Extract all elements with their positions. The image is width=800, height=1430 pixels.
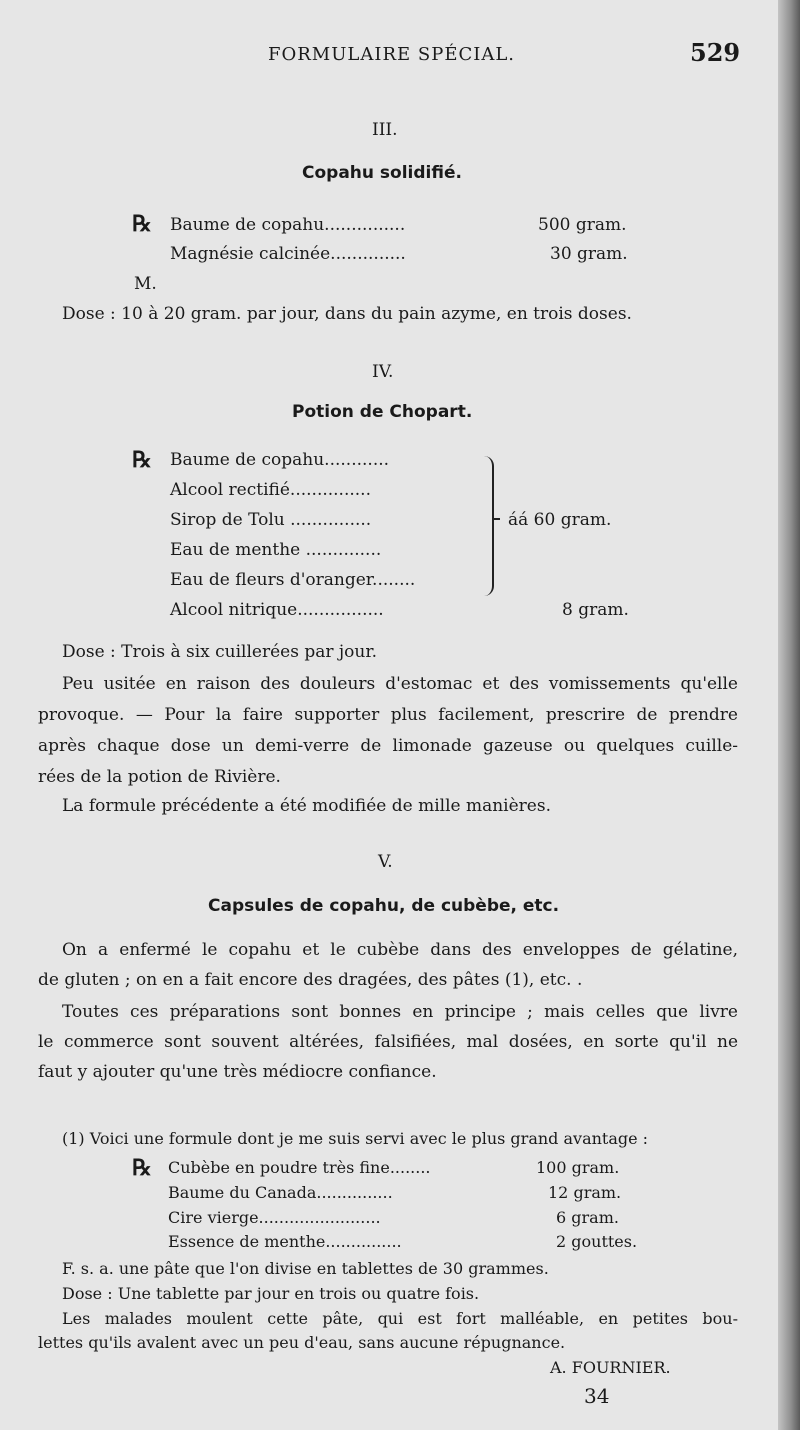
grouped-quantity: áá 60 gram. [508, 510, 612, 530]
page-number: 529 [690, 38, 741, 67]
footnote-line: Dose : Une tablette par jour en trois ou quatre fois. [62, 1284, 480, 1303]
footnote-ingredient-quantity: 12 gram. [548, 1183, 622, 1202]
section-title-potion-de-chopart: Potion de Chopart. [292, 402, 473, 422]
paragraph: La formule précédente a été modifiée de mille manières. [62, 796, 551, 816]
signature-mark: 34 [584, 1384, 610, 1408]
section-number-v: V. [378, 852, 393, 872]
paragraph-line: après chaque dose un demi-verre de limonade gazeuse ou quelques cuille- [38, 736, 738, 756]
paragraph-line: rées de la potion de Rivière. [38, 767, 281, 787]
ingredient-name: Baume de copahu............ [170, 450, 390, 470]
ingredient-quantity: 30 gram. [550, 244, 628, 264]
running-header: FORMULAIRE SPÉCIAL. [268, 44, 516, 65]
footnote-ingredient-name: Essence de menthe............... [168, 1232, 402, 1251]
footnote-intro: (1) Voici une formule dont je me suis servi avec le plus grand avantage : [62, 1129, 649, 1148]
ingredient-name: Baume de copahu............... [170, 215, 406, 235]
ingredient-name: Alcool rectifié............... [170, 480, 371, 500]
footnote-line: lettes qu'ils avalent avec un peu d'eau, sans aucune répugnance. [38, 1333, 566, 1352]
footnote-ingredient-quantity: 6 gram. [556, 1208, 619, 1227]
footnote-ingredient-quantity: 100 gram. [536, 1158, 620, 1177]
footnote-ingredient-name: Baume du Canada............... [168, 1183, 393, 1202]
section-number-iv: IV. [372, 362, 394, 382]
footnote-ingredient-name: Cubèbe en poudre très fine........ [168, 1158, 431, 1177]
footnote-ingredient-name: Cire vierge........................ [168, 1208, 381, 1227]
section-title-capsules: Capsules de copahu, de cubèbe, etc. [208, 896, 560, 916]
mix-instruction: M. [134, 274, 157, 294]
footnote-author: A. FOURNIER. [550, 1358, 671, 1377]
ingredient-quantity: 8 gram. [562, 600, 629, 620]
ingredient-quantity: 500 gram. [538, 215, 627, 235]
ingredient-name: Sirop de Tolu ............... [170, 510, 372, 530]
paragraph-line: de gluten ; on en a fait encore des dragées, des pâtes (1), etc. . [38, 970, 583, 990]
ingredient-name: Eau de fleurs d'oranger........ [170, 570, 416, 590]
paragraph-line: le commerce sont souvent altérées, falsifiées, mal dosées, en sorte qu'il ne [38, 1032, 738, 1052]
paragraph-line: Toutes ces préparations sont bonnes en principe ; mais celles que livre [62, 1002, 738, 1022]
dose-line: Dose : Trois à six cuillerées par jour. [62, 642, 378, 662]
dose-line: Dose : 10 à 20 gram. par jour, dans du pain azyme, en trois doses. [62, 304, 632, 324]
footnote-line: Les malades moulent cette pâte, qui est fort malléable, en petites bou- [62, 1309, 738, 1328]
page-edge-shadow [778, 0, 800, 1430]
recipe-symbol: ℞ [132, 447, 152, 473]
recipe-symbol: ℞ [132, 211, 152, 237]
ingredient-name: Magnésie calcinée.............. [170, 244, 406, 264]
paragraph-line: provoque. — Pour la faire supporter plus facilement, prescrire de prendre [38, 705, 738, 725]
paragraph-line: On a enfermé le copahu et le cubèbe dans des enveloppes de gélatine, [62, 940, 738, 960]
footnote-ingredient-quantity: 2 gouttes. [556, 1232, 638, 1251]
paragraph-line: faut y ajouter qu'une très médiocre confiance. [38, 1062, 437, 1082]
recipe-symbol: ℞ [132, 1155, 152, 1181]
footnote-line: F. s. a. une pâte que l'on divise en tablettes de 30 grammes. [62, 1259, 549, 1278]
ingredient-name: Eau de menthe .............. [170, 540, 382, 560]
section-number-iii: III. [372, 120, 398, 140]
section-title-copahu-solidifie: Copahu solidifié. [302, 163, 462, 183]
ingredient-name: Alcool nitrique................ [170, 600, 384, 620]
grouping-brace [478, 456, 494, 596]
paragraph-line: Peu usitée en raison des douleurs d'estomac et des vomissements qu'elle [62, 674, 738, 694]
